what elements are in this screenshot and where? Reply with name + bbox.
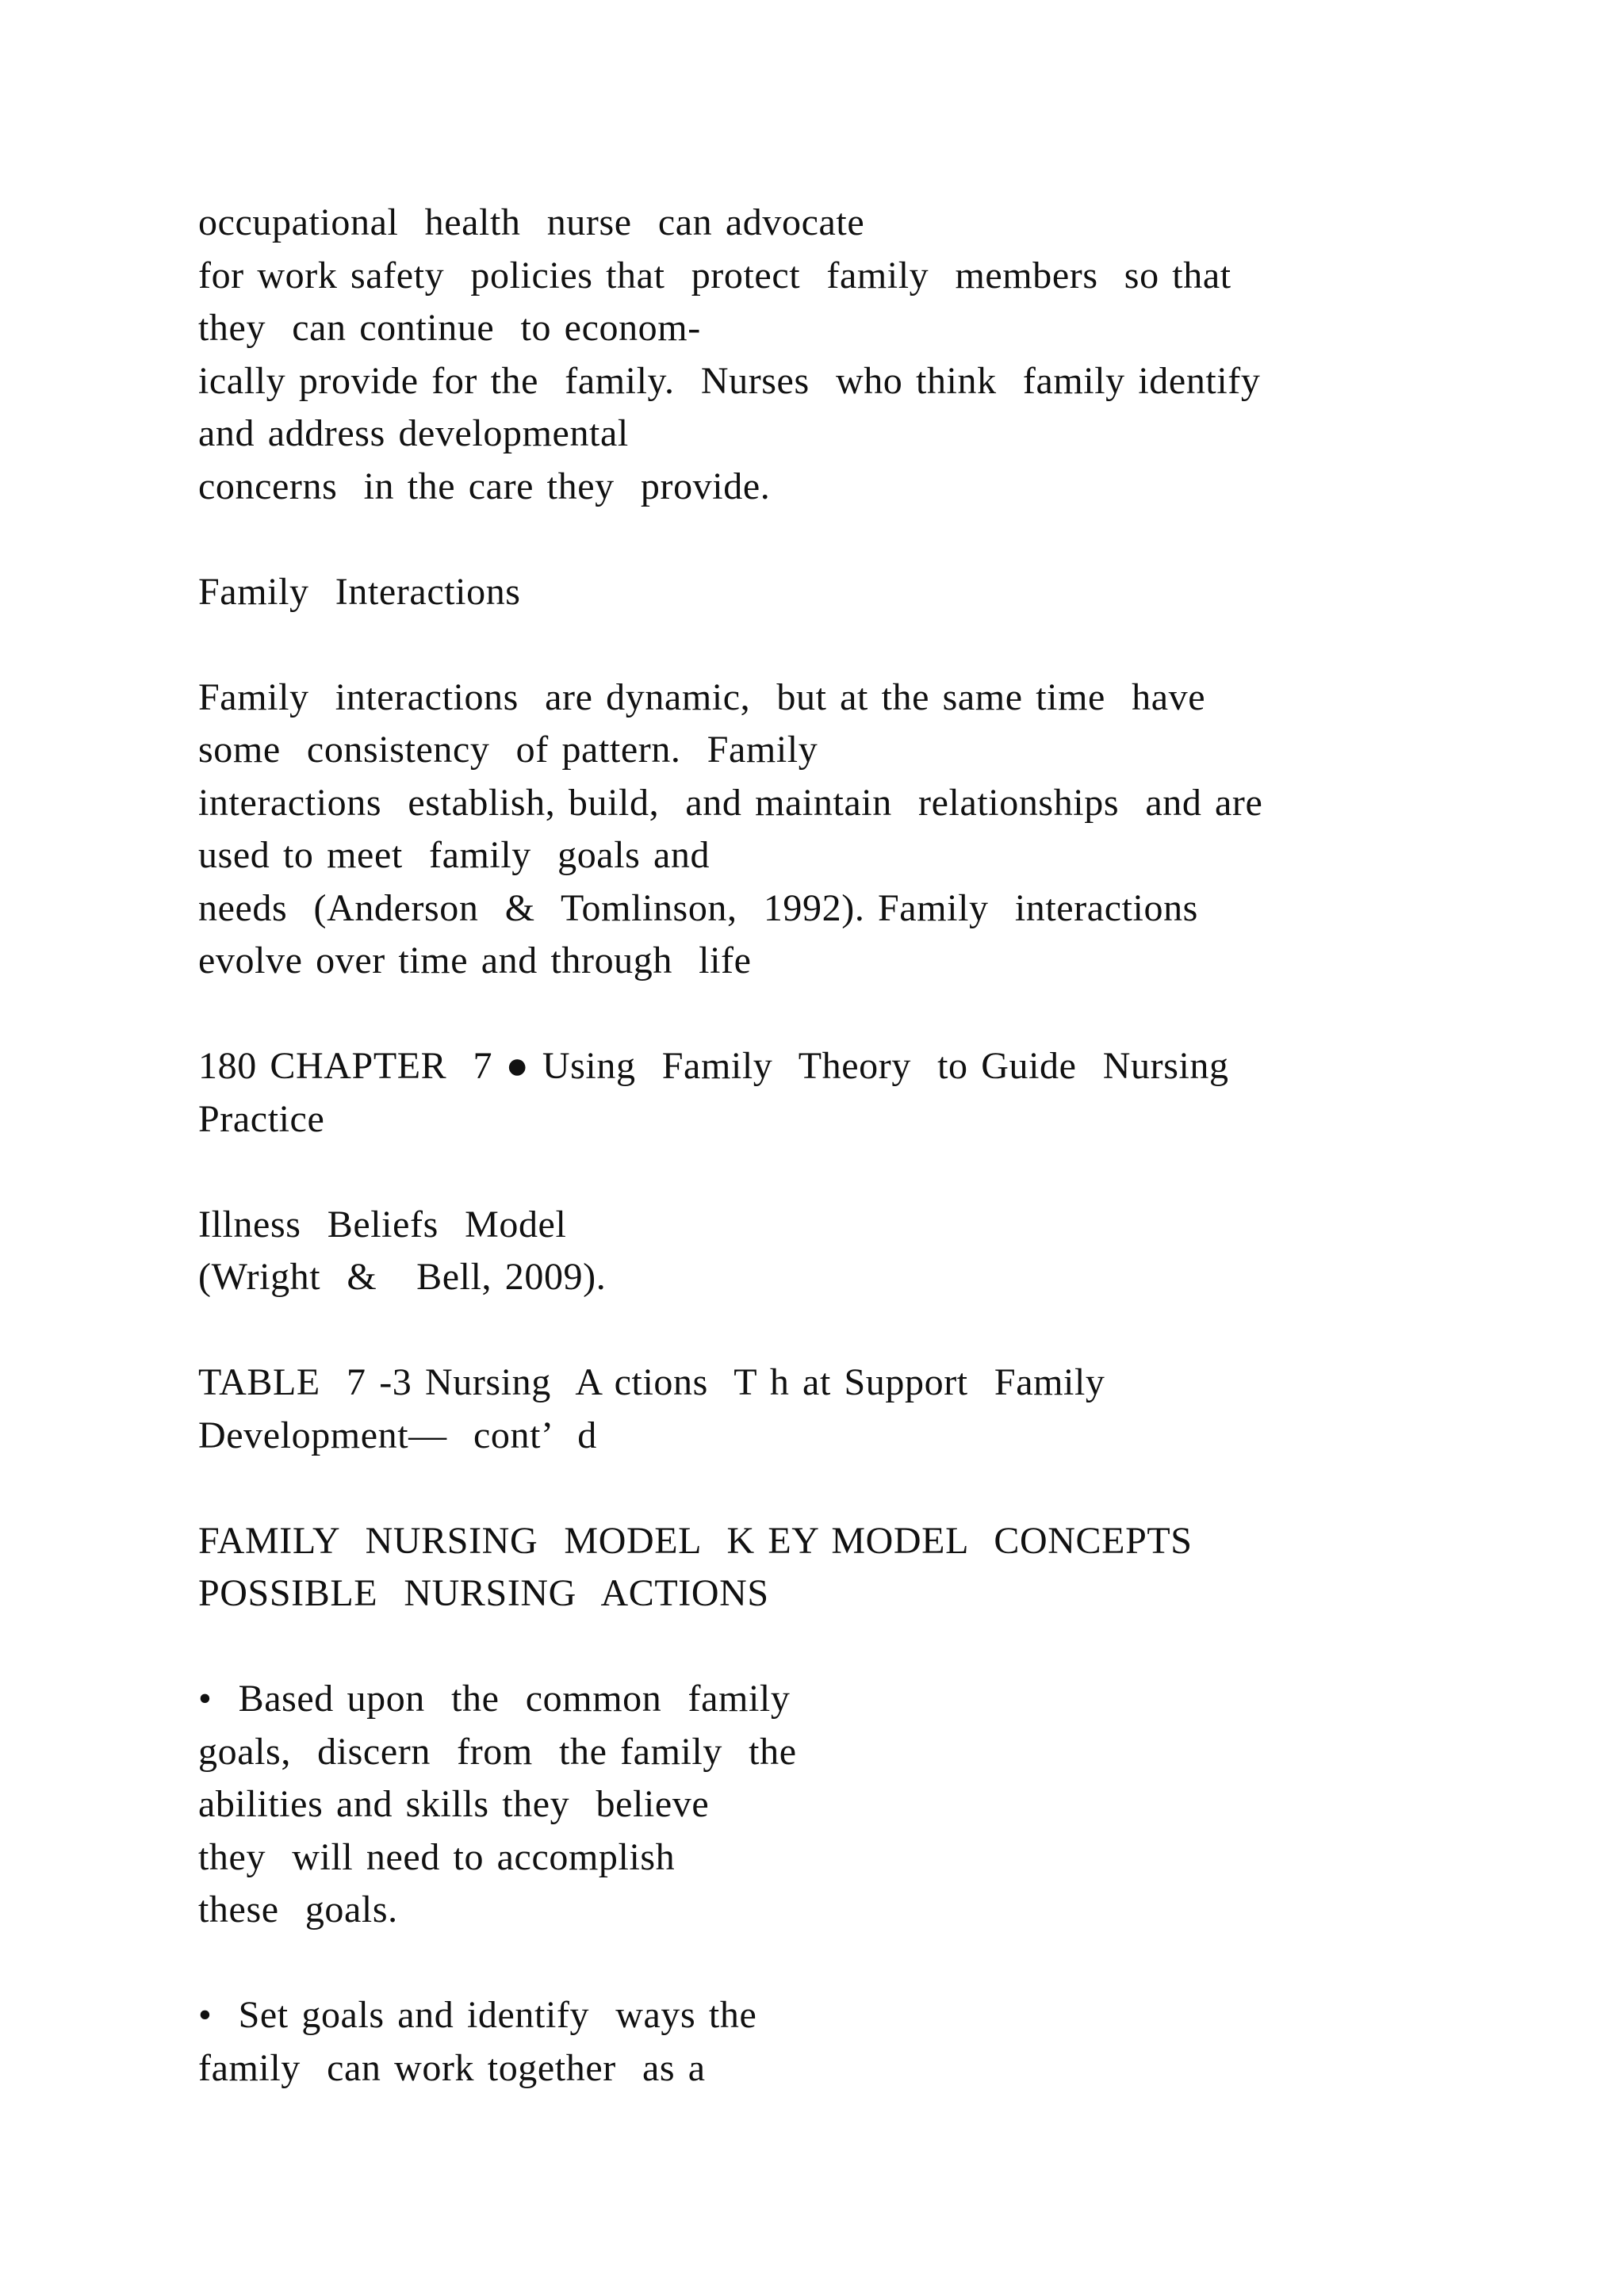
text-line: family can work together as a: [198, 2046, 706, 2089]
text-line: abilities and skills they believe: [198, 1783, 710, 1825]
text-line: some consistency of pattern. Family: [198, 729, 818, 771]
text-line: needs (Anderson & Tomlinson, 1992). Family interactions: [198, 886, 1198, 929]
text-line: • Set goals and identify ways the: [198, 1994, 757, 2036]
text-line: occupational health nurse can advocate: [198, 201, 865, 243]
spacer: [198, 1621, 1507, 1674]
text-line: Development— cont’ d: [198, 1414, 597, 1456]
text-line: goals, discern from the family the: [198, 1730, 797, 1773]
text-line: they can continue to econom-: [198, 307, 701, 349]
running-header: [198, 1040, 1507, 1146]
spacer: [198, 513, 1507, 566]
paragraph-family-interactions: [198, 672, 1507, 988]
text-line: concerns in the care they provide.: [198, 465, 771, 507]
spacer: [198, 1304, 1507, 1357]
spacer: [198, 618, 1507, 672]
text-line: (Wright & Bell, 2009).: [198, 1256, 607, 1298]
text-line: TABLE 7 -3 Nursing A ctions T h at Support Family: [198, 1361, 1105, 1403]
spacer: [198, 1146, 1507, 1199]
text-line: these goals.: [198, 1888, 398, 1931]
text-line: Practice: [198, 1097, 325, 1140]
spacer: [198, 988, 1507, 1041]
text-line: 180 CHAPTER 7 ● Using Family Theory to Guide Nursing: [198, 1045, 1229, 1087]
bullet-item-set-goals: [198, 1989, 1507, 2095]
text-line: and address developmental: [198, 412, 629, 454]
text-line: ically provide for the family. Nurses who think family identify: [198, 359, 1261, 402]
model-citation: [198, 1199, 1507, 1304]
text-line: evolve over time and through life: [198, 939, 752, 982]
text-line: Illness Beliefs Model: [198, 1203, 567, 1246]
text-line: for work safety policies that protect family members so that: [198, 254, 1231, 297]
text-line: they will need to accomplish: [198, 1835, 676, 1878]
text-line: POSSIBLE NURSING ACTIONS: [198, 1572, 769, 1614]
paragraph-occupational-health: [198, 197, 1507, 513]
section-heading-family-interactions: Family Interactions: [198, 570, 521, 613]
table-headers: [198, 1515, 1507, 1621]
spacer: [198, 1462, 1507, 1515]
document-body: [198, 197, 1507, 2095]
text-line: interactions establish, build, and maintain relationships and are: [198, 781, 1263, 824]
spacer: [198, 1937, 1507, 1990]
text-line: Family interactions are dynamic, but at the same time have: [198, 675, 1206, 718]
text-line: FAMILY NURSING MODEL K EY MODEL CONCEPTS: [198, 1519, 1193, 1562]
text-line: • Based upon the common family: [198, 1678, 791, 1720]
bullet-item-goals: [198, 1673, 1507, 1937]
table-caption: [198, 1357, 1507, 1462]
text-line: used to meet family goals and: [198, 834, 710, 876]
